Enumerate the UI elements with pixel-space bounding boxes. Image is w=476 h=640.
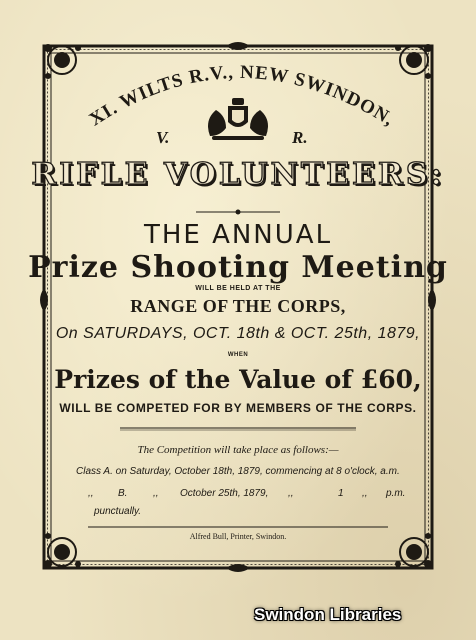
- swindon-libraries-watermark: Swindon Libraries: [254, 605, 402, 624]
- royal-cipher-r: R.: [292, 128, 308, 147]
- footer-rule: [88, 526, 388, 528]
- when-line: WHEN: [227, 352, 249, 358]
- competed-line: WILL BE COMPETED FOR BY MEMBERS OF THE CORPS.: [59, 401, 417, 415]
- class-b-ditto: ,,: [88, 488, 94, 499]
- prizes-heading: Prizes of the Value of £60,: [54, 365, 422, 394]
- rifle-volunteers-title: RIFLE VOLUNTEERS:: [31, 157, 445, 192]
- ornamental-rule: [196, 209, 280, 215]
- printer-credit: Alfred Bull, Printer, Swindon.: [189, 532, 287, 541]
- class-b-label: B.: [118, 488, 128, 499]
- class-b-ditto: ,,: [153, 488, 159, 499]
- class-b-period: p.m.: [386, 488, 406, 499]
- punctually-line: punctually.: [94, 506, 142, 517]
- range-heading: RANGE OF THE CORPS,: [130, 296, 346, 316]
- class-b-hour: 1: [338, 488, 344, 499]
- class-b-date: October 25th, 1879,: [180, 488, 269, 499]
- header-arc-title: XI. WILTS R.V., NEW SWINDON,: [85, 61, 399, 131]
- royal-cipher-v: V.: [156, 128, 170, 147]
- annual-heading: THE ANNUAL: [143, 220, 333, 250]
- royal-coat-of-arms-icon: [198, 96, 278, 144]
- class-a-line: Class A. on Saturday, October 18th, 1879, commencing at 8 o'clock, a.m.: [76, 466, 400, 477]
- held-at-line: WILL BE HELD AT THE: [195, 285, 281, 292]
- double-rule: [120, 427, 356, 431]
- meeting-heading: Prize Shooting Meeting: [28, 250, 448, 285]
- competition-intro: The Competition will take place as follows:—: [137, 444, 339, 456]
- class-b-ditto: ,,: [288, 488, 294, 499]
- class-b-ditto: ,,: [362, 488, 368, 499]
- dates-line: On SATURDAYS, OCT. 18th & OCT. 25th, 1879,: [55, 325, 421, 342]
